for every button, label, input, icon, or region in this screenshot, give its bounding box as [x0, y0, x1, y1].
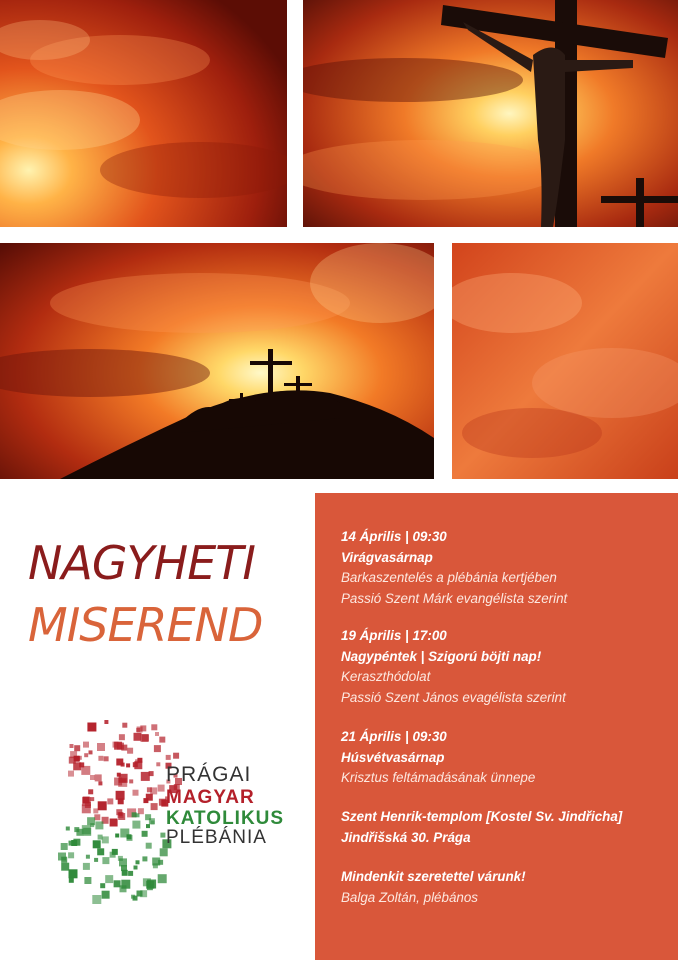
- closing-line1: Mindenkit szeretettel várunk!: [341, 869, 526, 884]
- logo-text-line3: KATOLIKUS: [166, 808, 285, 829]
- location-block: [341, 807, 622, 848]
- entry-detail: Passió Szent Márk evangélista szerint: [341, 590, 568, 606]
- schedule-panel: [315, 493, 678, 960]
- orange-clouds-image: [452, 243, 678, 479]
- entry-name: Húsvétvasárnap: [341, 749, 445, 765]
- entry-name: Nagypéntek | Szigorú böjti nap!: [341, 648, 542, 664]
- location-line1: Szent Henrik-templom [Kostel Sv. Jindřicha]: [341, 809, 623, 824]
- three-crosses-hill-image: [0, 243, 434, 479]
- entry-date: 21 Április | 09:30: [341, 729, 447, 744]
- entry-detail: Passió Szent János evagélista szerint: [341, 689, 566, 705]
- page-title-line1: NAGYHETI: [28, 536, 255, 590]
- logo-text-line2: MAGYAR: [166, 787, 255, 808]
- entry-detail: Keraszthódolat: [341, 669, 431, 684]
- logo-text-line4: PLÉBÁNIA: [166, 827, 267, 848]
- entry-date: 19 Április | 17:00: [341, 628, 447, 643]
- schedule-entry-easter-sunday: [341, 727, 535, 789]
- entry-name: Virágvasárnap: [341, 549, 433, 565]
- schedule-entry-palm-sunday: [341, 527, 567, 609]
- schedule-entry-good-friday: [341, 626, 566, 708]
- page-title-line2: MISEREND: [28, 598, 263, 652]
- entry-detail: Krisztus feltámadásának ünnepe: [341, 770, 536, 785]
- location-line2: Jindřišská 30. Prága: [341, 829, 471, 845]
- closing-line2: Balga Zoltán, plébános: [341, 889, 478, 905]
- entry-date: 14 Április | 09:30: [341, 529, 447, 544]
- logo-text-line1: PRÁGAI: [166, 763, 252, 786]
- sunset-clouds-image: [0, 0, 287, 227]
- closing-block: [341, 867, 526, 908]
- entry-detail: Barkaszentelés a plébánia kertjében: [341, 570, 557, 585]
- crucifix-image: [303, 0, 678, 227]
